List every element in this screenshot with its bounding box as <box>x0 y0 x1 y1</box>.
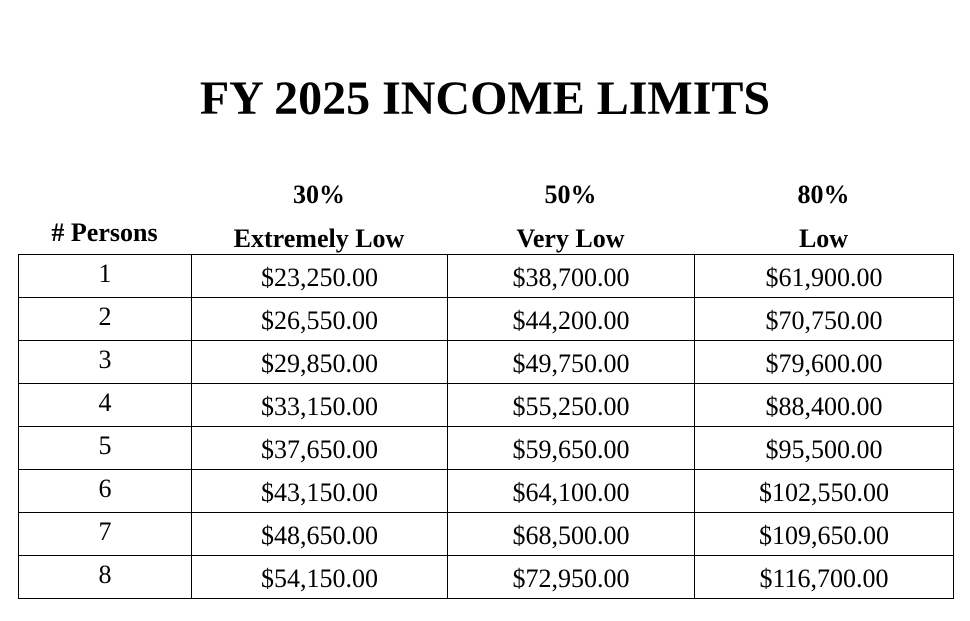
header-very-low <box>447 180 694 254</box>
very-low-value: $68,500.00 <box>512 521 630 550</box>
table-row <box>19 298 954 341</box>
low-value: $88,400.00 <box>765 392 883 421</box>
very-low-cell <box>448 384 695 427</box>
low-value: $61,900.00 <box>765 263 883 292</box>
low-value: $95,500.00 <box>765 435 883 464</box>
low-cell <box>695 513 954 556</box>
extremely-low-cell <box>192 255 448 298</box>
table-row <box>19 556 954 599</box>
low-value: $79,600.00 <box>765 349 883 378</box>
persons-value: 8 <box>98 560 112 589</box>
persons-cell <box>19 298 192 341</box>
header-extremely-low <box>191 180 447 254</box>
low-cell <box>695 384 954 427</box>
persons-cell <box>19 255 192 298</box>
extremely-low-cell <box>192 556 448 599</box>
persons-value: 2 <box>98 302 112 331</box>
header-persons <box>18 218 191 248</box>
low-cell <box>695 427 954 470</box>
extremely-low-cell <box>192 341 448 384</box>
persons-value: 6 <box>98 474 112 503</box>
very-low-value: $64,100.00 <box>512 478 630 507</box>
extremely-low-value: $37,650.00 <box>261 435 378 464</box>
persons-cell <box>19 513 192 556</box>
low-value: $102,550.00 <box>759 478 889 507</box>
persons-cell <box>19 384 192 427</box>
header-low-label: Low <box>798 224 849 253</box>
table-row <box>19 384 954 427</box>
very-low-cell <box>448 255 695 298</box>
very-low-value: $59,650.00 <box>512 435 630 464</box>
table-row <box>19 341 954 384</box>
low-value: $116,700.00 <box>759 564 889 593</box>
extremely-low-value: $43,150.00 <box>261 478 378 507</box>
income-limits-table <box>18 254 954 599</box>
persons-value: 3 <box>98 345 112 374</box>
low-cell <box>695 470 954 513</box>
persons-value: 1 <box>98 259 112 288</box>
very-low-cell <box>448 427 695 470</box>
extremely-low-cell <box>192 427 448 470</box>
extremely-low-cell <box>192 298 448 341</box>
persons-cell <box>19 341 192 384</box>
low-value: $109,650.00 <box>759 521 889 550</box>
header-low-percent: 80% <box>797 180 850 209</box>
extremely-low-cell <box>192 513 448 556</box>
very-low-cell <box>448 298 695 341</box>
header-persons-label: # Persons <box>51 218 158 247</box>
very-low-value: $49,750.00 <box>512 349 630 378</box>
low-cell <box>695 298 954 341</box>
extremely-low-value: $54,150.00 <box>261 564 378 593</box>
persons-value: 4 <box>98 388 112 417</box>
extremely-low-value: $23,250.00 <box>261 263 378 292</box>
extremely-low-value: $33,150.00 <box>261 392 378 421</box>
persons-value: 7 <box>98 517 112 546</box>
table-row <box>19 513 954 556</box>
low-cell <box>695 341 954 384</box>
extremely-low-value: $29,850.00 <box>261 349 378 378</box>
very-low-value: $44,200.00 <box>512 306 630 335</box>
persons-cell <box>19 470 192 513</box>
very-low-value: $72,950.00 <box>512 564 630 593</box>
header-extremely-low-label: Extremely Low <box>233 224 405 253</box>
very-low-cell <box>448 513 695 556</box>
header-very-low-label: Very Low <box>516 224 625 253</box>
low-cell <box>695 255 954 298</box>
header-low <box>694 180 953 254</box>
page-title: FY 2025 INCOME LIMITS <box>199 72 771 125</box>
table-row <box>19 255 954 298</box>
extremely-low-value: $26,550.00 <box>261 306 378 335</box>
header-extremely-low-percent: 30% <box>293 180 345 209</box>
persons-value: 5 <box>98 431 112 460</box>
low-value: $70,750.00 <box>765 306 883 335</box>
very-low-cell <box>448 556 695 599</box>
very-low-cell <box>448 470 695 513</box>
persons-cell <box>19 427 192 470</box>
extremely-low-cell <box>192 470 448 513</box>
low-cell <box>695 556 954 599</box>
header-very-low-percent: 50% <box>544 180 597 209</box>
extremely-low-value: $48,650.00 <box>261 521 378 550</box>
very-low-value: $38,700.00 <box>512 263 630 292</box>
table-row <box>19 470 954 513</box>
extremely-low-cell <box>192 384 448 427</box>
very-low-cell <box>448 341 695 384</box>
very-low-value: $55,250.00 <box>512 392 630 421</box>
table-row <box>19 427 954 470</box>
persons-cell <box>19 556 192 599</box>
